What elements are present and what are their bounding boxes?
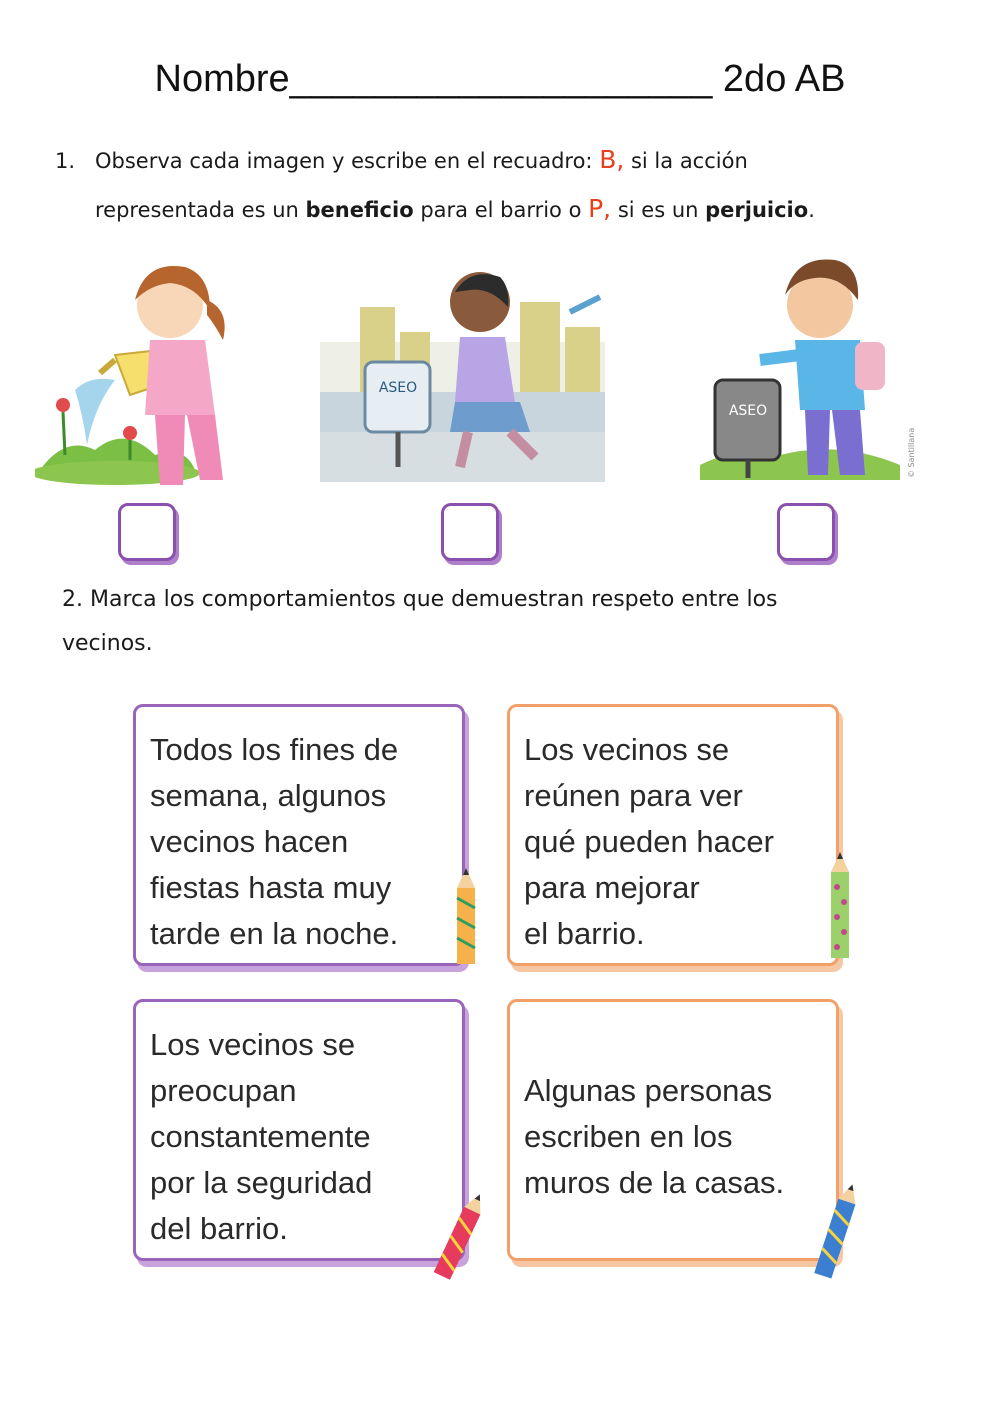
question-1-line-1 xyxy=(55,136,915,185)
card-3-line-5: del barrio. xyxy=(150,1211,288,1246)
name-blank[interactable]: ____________________ xyxy=(289,58,713,100)
pencil-icon xyxy=(829,852,851,962)
question-1-text-e: si es un xyxy=(617,198,699,222)
behavior-card-meeting[interactable] xyxy=(507,704,839,966)
girl-watering-illustration xyxy=(35,255,260,495)
behavior-card-graffiti[interactable] xyxy=(507,999,839,1261)
card-3-line-2: preocupan xyxy=(150,1073,297,1108)
question-1-number: 1. xyxy=(55,149,76,173)
card-2-line-4: para mejorar xyxy=(524,870,700,905)
card-1-line-3: vecinos hacen xyxy=(150,824,349,859)
card-2-line-1: Los vecinos se xyxy=(524,732,730,767)
card-2-line-2: reúnen para ver xyxy=(524,778,743,813)
question-2-line-2: vecinos. xyxy=(62,631,153,656)
question-1-line-2 xyxy=(55,185,915,234)
behavior-card-security[interactable] xyxy=(133,999,465,1261)
answer-box-3[interactable] xyxy=(777,503,835,561)
card-1-line-4: fiestas hasta muy xyxy=(150,870,392,905)
pencil-icon xyxy=(810,1182,865,1282)
card-2-line-3: qué pueden hacer xyxy=(524,824,774,859)
letter-p: P, xyxy=(588,194,612,223)
letter-b: B, xyxy=(599,145,625,174)
card-4-line-2: escriben en los xyxy=(524,1119,733,1154)
card-1-line-2: semana, algunos xyxy=(150,778,387,813)
question-1-text-c: representada es un xyxy=(95,198,299,222)
question-2 xyxy=(62,578,922,666)
word-perjuicio: perjuicio xyxy=(705,198,809,222)
pencil-icon xyxy=(455,868,477,968)
card-3-line-1: Los vecinos se xyxy=(150,1027,356,1062)
card-1-line-5: tarde en la noche. xyxy=(150,916,399,951)
name-label: Nombre xyxy=(154,58,290,100)
card-3-line-4: por la seguridad xyxy=(150,1165,373,1200)
question-1-period: . xyxy=(808,198,815,222)
question-1-text-b: si la acción xyxy=(630,149,748,173)
girl-littering-illustration xyxy=(320,262,605,490)
answer-box-2[interactable] xyxy=(441,503,499,561)
question-2-line-1: 2. Marca los comportamientos que demuestran respeto entre los xyxy=(62,587,778,612)
answer-box-1[interactable] xyxy=(118,503,176,561)
pencil-icon xyxy=(430,1190,490,1285)
question-1 xyxy=(55,136,915,234)
card-4-line-3: muros de la casas. xyxy=(524,1165,785,1200)
card-4-line-1: Algunas personas xyxy=(524,1073,773,1108)
card-2-line-5: el barrio. xyxy=(524,916,645,951)
card-1-line-1: Todos los fines de xyxy=(150,732,399,767)
trash-can-label-1: ASEO xyxy=(378,380,418,396)
boy-recycling-illustration xyxy=(700,250,930,490)
grade-label: 2do AB xyxy=(722,58,846,100)
question-1-text-a: Observa cada imagen y escribe en el recuadro: xyxy=(95,149,593,173)
worksheet-header xyxy=(0,58,1000,101)
word-beneficio: beneficio xyxy=(305,198,414,222)
trash-can-label-2: ASEO xyxy=(728,403,768,419)
card-3-line-3: constantemente xyxy=(150,1119,371,1154)
image-credit: © Santillana xyxy=(907,427,916,478)
question-1-text-d: para el barrio o xyxy=(420,198,582,222)
behavior-card-parties[interactable] xyxy=(133,704,465,966)
